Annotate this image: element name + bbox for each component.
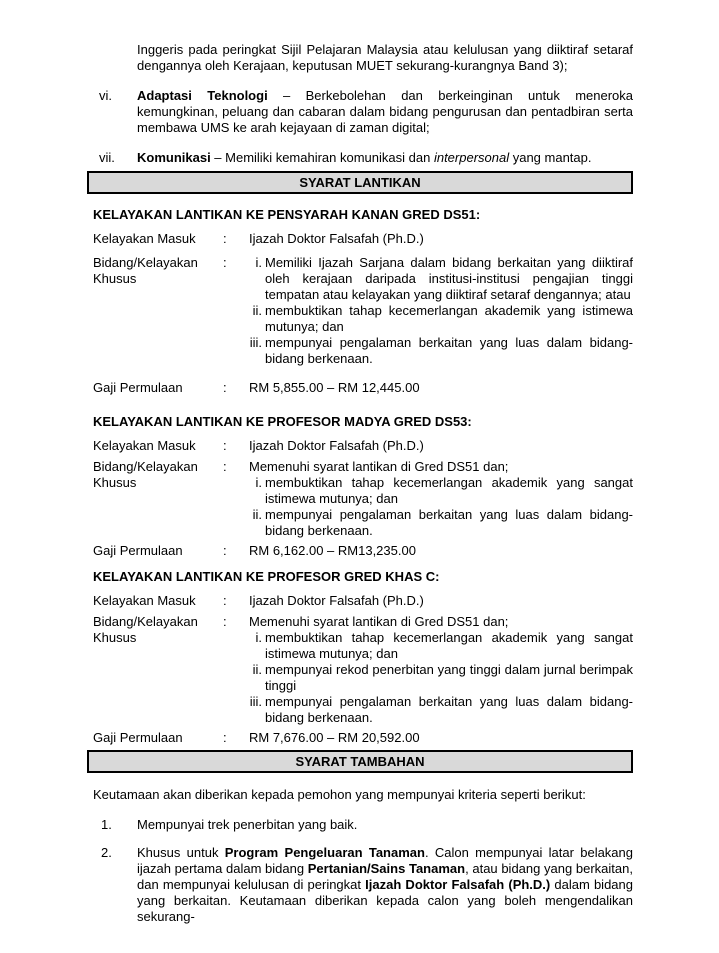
- section-bar-syarat-lantikan: SYARAT LANTIKAN: [87, 171, 633, 194]
- tambahan-intro-paragraph: Keutamaan akan diberikan kepada pemohon yang mempunyai kriteria seperti berikut:: [93, 787, 586, 802]
- def-row-bidang-khusus-ds51: [93, 255, 633, 367]
- sublist-marker: i.: [255, 255, 262, 270]
- def-label: Kelayakan Masuk: [93, 593, 196, 608]
- def-row-kelayakan-masuk-ds53: [93, 438, 633, 454]
- tambahan-item-2-text: Khusus untuk Program Pengeluaran Tanaman. Calon mempunyai latar belakang ijazah pertama dalam bidang Pertanian/Sains Tanaman, atau bidang yang berkaitan, dan mempunyai kelulusan di peringkat Ijazah Doktor Falsafah (Ph.D.) dalam bidang yang berkaitan. Keutamaan diberikan kepada calon yang boleh mengendalikan sekurang-: [137, 845, 633, 924]
- sublist-text: membuktikan tahap kecemerlangan akademik yang sangat istimewa mutunya; dan: [265, 475, 633, 506]
- sublist-marker: i.: [255, 475, 262, 490]
- def-label: Kelayakan Masuk: [93, 231, 196, 246]
- def-row-gaji-ds51: [93, 380, 633, 396]
- def-value: RM 6,162.00 – RM13,235.00: [249, 543, 416, 558]
- def-value: [249, 459, 633, 539]
- sublist-item: [249, 694, 633, 726]
- def-value: Ijazah Doktor Falsafah (Ph.D.): [249, 593, 424, 608]
- list-marker-vii: vii.: [99, 150, 115, 165]
- def-colon: :: [223, 438, 227, 453]
- sublist-marker: ii.: [252, 662, 262, 677]
- def-row-bidang-khusus-ds53: [93, 459, 633, 539]
- def-value: [249, 255, 633, 367]
- def-colon: :: [223, 543, 227, 558]
- sublist-text: mempunyai rekod penerbitan yang tinggi dalam jurnal berimpak tinggi: [265, 662, 633, 693]
- sublist-marker: ii.: [252, 507, 262, 522]
- section-heading-gred-khas-c: KELAYAKAN LANTIKAN KE PROFESOR GRED KHAS C:: [93, 569, 440, 584]
- sublist-lead: Memenuhi syarat lantikan di Gred DS51 dan;: [249, 459, 509, 474]
- sublist-item: [249, 475, 633, 507]
- list-item-vi: [99, 88, 634, 136]
- def-colon: :: [223, 459, 227, 474]
- sublist-text: mempunyai pengalaman berkaitan yang luas dalam bidang-bidang berkenaan.: [265, 507, 633, 538]
- tambahan-item-1: [101, 817, 633, 833]
- sublist-item: [249, 255, 633, 303]
- sublist-item: [249, 335, 633, 367]
- def-colon: :: [223, 730, 227, 745]
- list-marker-vi: vi.: [99, 88, 112, 103]
- def-label: Bidang/Kelayakan Khusus: [93, 255, 198, 286]
- sublist-item: [249, 630, 633, 662]
- def-value: Ijazah Doktor Falsafah (Ph.D.): [249, 231, 424, 246]
- section-heading-ds51: KELAYAKAN LANTIKAN KE PENSYARAH KANAN GRED DS51:: [93, 207, 481, 222]
- def-value: [249, 614, 633, 726]
- def-label: Gaji Permulaan: [93, 543, 183, 558]
- def-row-kelayakan-masuk-ds51: [93, 231, 633, 247]
- section-heading-ds53: KELAYAKAN LANTIKAN KE PROFESOR MADYA GRED DS53:: [93, 414, 472, 429]
- sublist-item: [249, 303, 633, 335]
- def-value: Ijazah Doktor Falsafah (Ph.D.): [249, 438, 424, 453]
- def-label: Gaji Permulaan: [93, 730, 183, 745]
- section-bar-syarat-tambahan: SYARAT TAMBAHAN: [87, 750, 633, 773]
- list-item-vii: [99, 150, 633, 166]
- sublist-item: [249, 507, 633, 539]
- def-row-gaji-khas-c: [93, 730, 633, 746]
- def-row-gaji-ds53: [93, 543, 633, 559]
- sublist-lead: Memenuhi syarat lantikan di Gred DS51 dan;: [249, 614, 509, 629]
- sublist-marker: iii.: [249, 335, 262, 350]
- def-value: RM 7,676.00 – RM 20,592.00: [249, 730, 420, 745]
- sublist-text: mempunyai pengalaman berkaitan yang luas dalam bidang-bidang berkenaan.: [265, 335, 633, 366]
- list-marker-1: 1.: [101, 817, 112, 832]
- def-row-bidang-khusus-khas-c: [93, 614, 633, 726]
- sublist-text: membuktikan tahap kecemerlangan akademik yang istimewa mutunya; dan: [265, 303, 633, 334]
- def-value: RM 5,855.00 – RM 12,445.00: [249, 380, 420, 395]
- def-label: Gaji Permulaan: [93, 380, 183, 395]
- list-item-vii-text: Komunikasi – Memiliki kemahiran komunikasi dan interpersonal yang mantap.: [137, 150, 592, 165]
- def-colon: :: [223, 614, 227, 629]
- list-item-vi-text: Adaptasi Teknologi – Berkebolehan dan berkeinginan untuk meneroka kemungkinan, peluang dan cabaran dalam bidang pengurusan dan pentadbiran serta membawa UMS ke arah kejayaan di zaman digital;: [137, 88, 634, 135]
- tambahan-item-2: [101, 845, 633, 925]
- sublist-text: membuktikan tahap kecemerlangan akademik yang sangat istimewa mutunya; dan: [265, 630, 633, 661]
- def-label: Kelayakan Masuk: [93, 438, 196, 453]
- sublist-item: [249, 662, 633, 694]
- sublist-marker: ii.: [252, 303, 262, 318]
- tambahan-item-1-text: Mempunyai trek penerbitan yang baik.: [137, 817, 358, 832]
- list-marker-2: 2.: [101, 845, 112, 860]
- sublist-text: mempunyai pengalaman berkaitan yang luas dalam bidang-bidang berkenaan.: [265, 694, 633, 725]
- def-colon: :: [223, 593, 227, 608]
- def-colon: :: [223, 231, 227, 246]
- intro-continuation-paragraph: Inggeris pada peringkat Sijil Pelajaran Malaysia atau kelulusan yang diiktiraf setaraf dengannya oleh Kerajaan, keputusan MUET sekurang-kurangnya Band 3);: [137, 42, 633, 73]
- def-label: Bidang/Kelayakan Khusus: [93, 614, 198, 645]
- def-label: Bidang/Kelayakan Khusus: [93, 459, 198, 490]
- sublist-marker: i.: [255, 630, 262, 645]
- def-row-kelayakan-masuk-khas-c: [93, 593, 633, 609]
- sublist-text: Memiliki Ijazah Sarjana dalam bidang berkaitan yang diiktiraf oleh kerajaan daripada institusi-institusi pengajian tinggi tempatan atau kelayakan yang diiktiraf setaraf dengannya; atau: [265, 255, 633, 302]
- sublist-marker: iii.: [249, 694, 262, 709]
- def-colon: :: [223, 255, 227, 270]
- def-colon: :: [223, 380, 227, 395]
